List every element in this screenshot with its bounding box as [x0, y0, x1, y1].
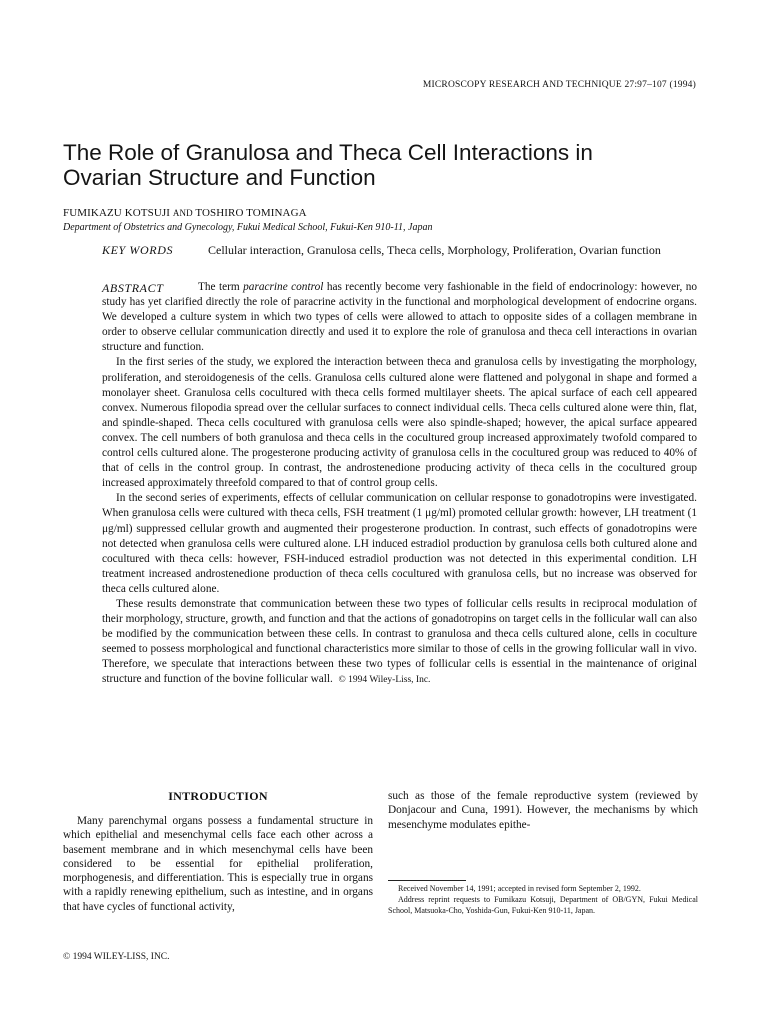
abstract-body — [102, 280, 697, 689]
authors-conjunction: AND — [172, 208, 193, 218]
keywords-text: Cellular interaction, Granulosa cells, Theca cells, Morphology, Proliferation, Ovarian function — [208, 243, 661, 257]
page-footer-copyright: © 1994 WILEY-LISS, INC. — [63, 952, 170, 962]
footnote-received: Received November 14, 1991; accepted in revised form September 2, 1992. — [398, 884, 641, 893]
abstract-emphasis: paracrine control — [243, 281, 324, 293]
title-line-2: Ovarian Structure and Function — [63, 165, 376, 190]
article-title — [63, 140, 723, 190]
abstract-paragraph-3: In the second series of experiments, effects of cellular communication on cellular response to gonadotropins were investigated. When granulosa cells were cultured with theca cells, FSH treatment (1 μg/ml) promoted cellular growth: however, LH treatment (1 μg/ml) suppressed cellular growth and augmented their progesterone production. In contrast, such effects of gonadotropins were not detected when granulosa cells were cultured alone. LH induced estradiol production by granulosa cells both cultured alone and cocultured with theca cells: however, FSH-induced estradiol production was not detected in this experimental condition. LH treatment increased androstenedione production of theca cells cocultured with granulosa cells, but no increase was observed for theca cells cultured alone. — [102, 492, 697, 595]
keywords-label: KEY WORDS — [102, 243, 174, 257]
abstract-copyright: © 1994 Wiley-Liss, Inc. — [338, 675, 431, 686]
introduction-left-column — [63, 814, 373, 914]
introduction-paragraph: Many parenchymal organs possess a fundamental structure in which epithelial and mesenchymal cells face each other across a basement membrane and in which mesenchymal cells have been considered to be essential for epithelial proliferation, morphogenesis, and differentiation. This is especially true in organs with a rapidly renewing epithelium, such as intestine, and in organs that have cycles of functional activity, — [63, 815, 373, 913]
journal-header: MICROSCOPY RESEARCH AND TECHNIQUE 27:97–107 (1994) — [422, 80, 696, 90]
authors — [63, 207, 307, 219]
introduction-paragraph-continued: such as those of the female reproductive system (reviewed by Donjacour and Cuna, 1991). However, the mechanisms by which mesenchyme modulates epithe- — [388, 790, 698, 831]
title-line-1: The Role of Granulosa and Theca Cell Interactions in — [63, 140, 593, 165]
author-2: TOSHIRO TOMINAGA — [195, 207, 307, 219]
footnote-address: Address reprint requests to Fumikazu Kotsuji, Department of OB/GYN, Fukui Medical School, Matsuoka-Cho, Yoshida-Gun, Fukui-Ken 910-11, Japan. — [388, 895, 698, 915]
abstract-paragraph-4 — [102, 597, 697, 689]
introduction-right-column — [388, 789, 698, 832]
footnote-divider — [388, 880, 466, 881]
abstract-paragraph-1 — [102, 280, 697, 355]
abstract-text: The term — [198, 281, 244, 293]
abstract-paragraph-2: In the first series of the study, we explored the interaction between theca and granulosa cells by investigating the morphology, proliferation, and steroidogenesis of the cells. Granulosa cells cultured alone were flattened and polygonal in shape and formed a monolayer sheet. Granulosa cells cocultured with theca cells formed multilayer sheets. The apical surface of each cell appeared convex. Numerous filopodia spread over the cellular surfaces to connect individual cells. Theca cells cultured alone were thin, flat, and spindle-shaped. Theca cells cocultured with granulosa cells were also spindle-shaped; however, the apical surface appeared convex. The cell numbers of both granulosa and theca cells in the cocultured group increased approximately twofold compared to control cells cultured alone. The progesterone producing activity of granulosa cells in the cocultured group was reduced to 40% of that of cells in the control group. In contrast, the androstenedione producing activity of theca cells in the cocultured group increased approximately threefold compared to that of control group cells. — [102, 356, 697, 490]
introduction-heading: INTRODUCTION — [168, 789, 268, 803]
abstract-label: ABSTRACT — [102, 281, 164, 295]
abstract-text: These results demonstrate that communication between these two types of follicular cells results in reciprocal modulation of their morphology, structure, growth, and function and that the actions of gonadotropins on target cells in the follicular wall can also be modified by the communication between these cells. In contrast to granulosa and theca cells cultured alone, cells in coculture seemed to possess morphological and functional characteristics more similar to those of cells in the growing follicular wall in vivo. Therefore, we speculate that interactions between these two types of follicular cells is essential in the maintenance of original structure and function of the bovine follicular wall. — [102, 597, 697, 686]
author-1: FUMIKAZU KOTSUJI — [63, 207, 171, 219]
affiliation: Department of Obstetrics and Gynecology, Fukui Medical School, Fukui-Ken 910-11, Japan — [63, 222, 433, 233]
abstract-text: has recently become very fashionable in the field of endocrinology: however, no study has yet clarified directly the role of paracrine activity in the functional and morphological development of endocrine organs. We developed a culture system in which two types of cells were allowed to attach to opposite sides of a collagen membrane in order to observe cellular communication directly and used it to explore the role of granulosa and theca cell interactions in ovarian structure and function. — [102, 281, 698, 354]
